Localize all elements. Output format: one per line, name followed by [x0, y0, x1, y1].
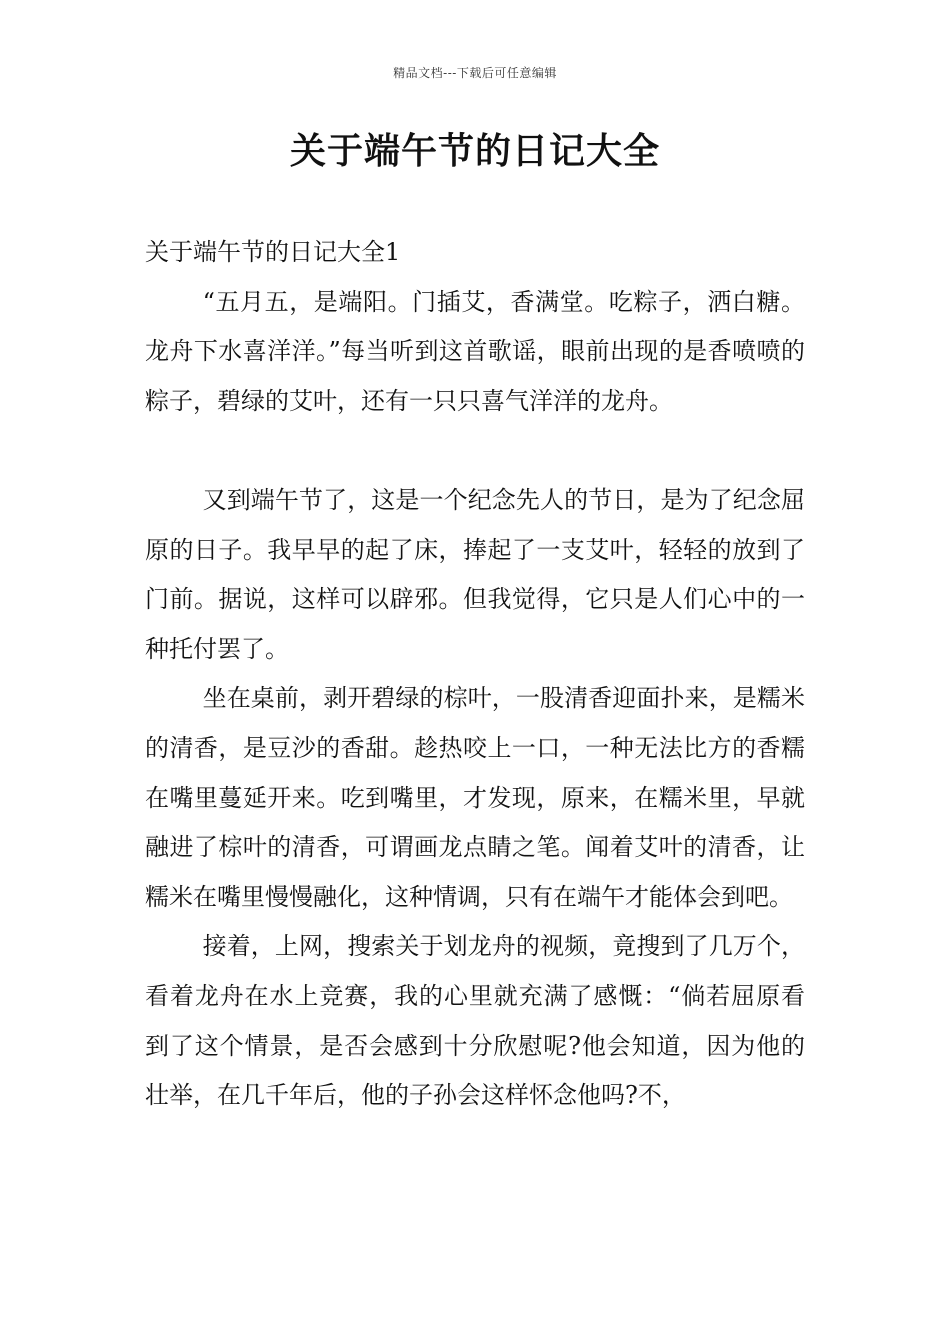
- paragraph-2: 又到端午节了，这是一个纪念先人的节日，是为了纪念屈原的日子。我早早的起了床，捧起了一支艾叶，轻轻的放到了门前。据说，这样可以辟邪。但我觉得，它只是人们心中的一种托付罢了。: [145, 485, 805, 663]
- page-header-note: 精品文档---下载后可任意编辑: [393, 66, 557, 80]
- document-body: [145, 228, 805, 1121]
- paragraph-4: 接着，上网，搜索关于划龙舟的视频，竟搜到了几万个，看着龙舟在水上竞赛，我的心里就充满了感慨：“倘若屈原看到了这个情景，是否会感到十分欣慰呢?他会知道，因为他的壮举，在几千年后，他的子孙会这样怀念他吗?不，: [145, 932, 805, 1110]
- section-heading: 关于端午节的日记大全1: [145, 238, 401, 266]
- paragraph-3: 坐在桌前，剥开碧绿的棕叶，一股清香迎面扑来，是糯米的清香，是豆沙的香甜。趁热咬上一口，一种无法比方的香糯在嘴里蔓延开来。吃到嘴里，才发现，原来，在糯米里，早就融进了棕叶的清香，可谓画龙点睛之笔。闻着艾叶的清香，让糯米在嘴里慢慢融化，这种情调，只有在端午才能体会到吧。: [145, 684, 805, 911]
- document-title: 关于端午节的日记大全: [289, 131, 660, 172]
- paragraph-1: “五月五，是端阳。门插艾，香满堂。吃粽子，洒白糖。龙舟下水喜洋洋。”每当听到这首歌谣，眼前出现的是香喷喷的粽子，碧绿的艾叶，还有一只只喜气洋洋的龙舟。: [145, 287, 805, 415]
